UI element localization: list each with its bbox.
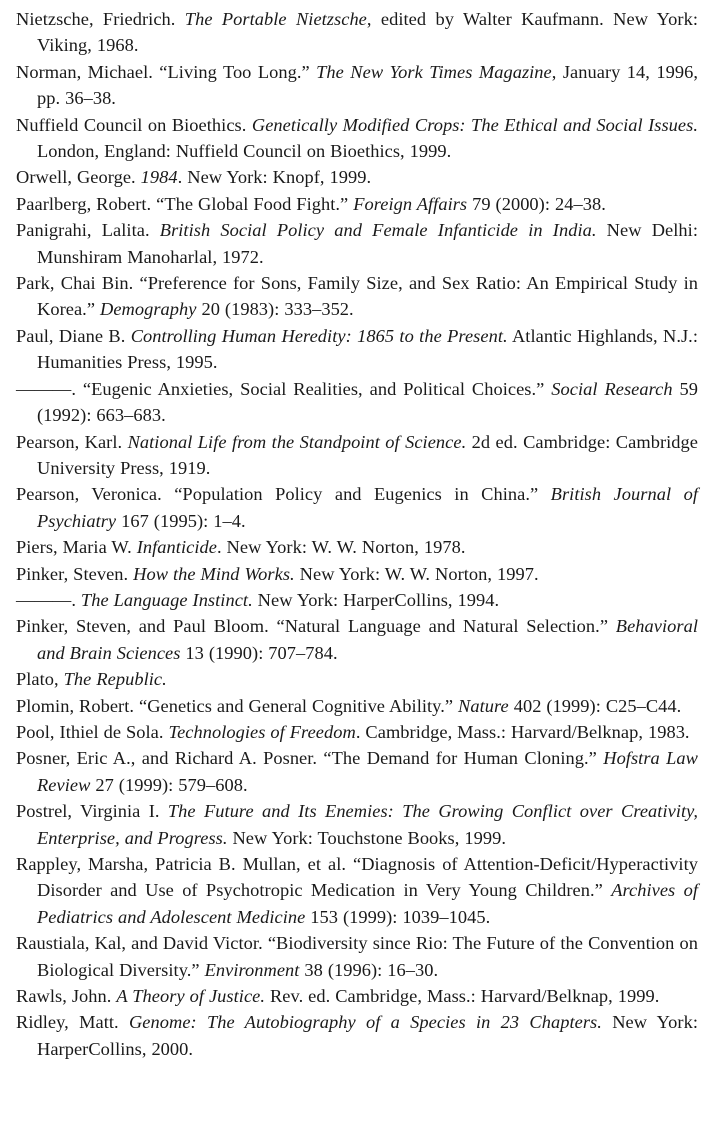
entry-title-italic: The Republic. [63, 669, 167, 690]
entry-text: , edited by Walter Kaufmann. New York: Viking, 1968. [37, 9, 698, 56]
entry-text: Rev. ed. Cambridge, Mass.: Harvard/Belknap, 1999. [265, 986, 660, 1007]
entry-text: Nietzsche, Friedrich. [16, 9, 185, 29]
entry-text: 38 (1996): 16–30. [299, 959, 439, 980]
entry-title-italic: Social Research [551, 378, 673, 399]
entry-title-italic: Genome: The Autobiography of a Species in 23 Chapters. [128, 1012, 602, 1033]
bibliography-list [16, 6, 698, 1062]
entry-text: . New York: W. W. Norton, 1978. [216, 537, 466, 558]
entry-title-italic: How the Mind Works. [133, 563, 295, 584]
entry-text: Piers, Maria W. [16, 537, 137, 558]
entry-title-italic: Demography [99, 299, 197, 320]
entry-title-italic: Environment [204, 959, 300, 980]
entry-title-italic: 1984 [140, 167, 178, 188]
entry-text: 153 (1999): 1039–1045. [305, 906, 491, 927]
entry-text: 13 (1990): 707–784. [180, 642, 338, 663]
bibliography-entry [16, 164, 698, 190]
entry-title-italic: Infanticide [136, 537, 217, 558]
bibliography-entry [16, 112, 698, 165]
entry-title-italic: Genetically Modified Crops: The Ethical and Social Issues. [251, 114, 698, 135]
bibliography-entry [16, 798, 698, 851]
entry-text: 167 (1995): 1–4. [116, 510, 246, 531]
entry-title-italic: Controlling Human Heredity: 1865 to the Present. [130, 325, 508, 346]
entry-text: Nuffield Council on Bioethics. [16, 114, 252, 135]
entry-text: Park, Chai Bin. “Preference for Sons, Family Size, and Sex Ratio: An Empirical Study in Korea.” [16, 273, 698, 320]
entry-text: Plomin, Robert. “Genetics and General Cognitive Ability.” [16, 695, 459, 716]
entry-text: . Cambridge, Mass.: Harvard/Belknap, 1983. [355, 721, 690, 742]
entry-text: Paul, Diane B. [16, 325, 131, 346]
entry-text: ———. [16, 589, 81, 610]
entry-title-italic: Hofstra Law Review [37, 748, 698, 795]
entry-text: London, England: Nuffield Council on Bioethics, 1999. [37, 141, 452, 162]
bibliography-entry [16, 719, 698, 745]
entry-text: Raustiala, Kal, and David Victor. “Biodiversity since Rio: The Future of the Convention on Biological Diversity.” [16, 933, 698, 980]
entry-title-italic: Technologies of Freedom [168, 721, 356, 742]
entry-text: Pearson, Veronica. “Population Policy and Eugenics in China.” [16, 484, 551, 505]
entry-title-italic: A Theory of Justice. [116, 986, 266, 1007]
entry-title-italic: The Future and Its Enemies: The Growing Conflict over Creativity, Enterprise, and Progress. [37, 801, 698, 848]
entry-text: 79 (2000): 24–38. [467, 193, 606, 214]
bibliography-entry [16, 983, 698, 1009]
entry-text: New York: Touchstone Books, 1999. [227, 827, 506, 848]
bibliography-entry [16, 534, 698, 560]
entry-title-italic: Foreign Affairs [353, 193, 468, 214]
bibliography-entry [16, 270, 698, 323]
entry-text: Pool, Ithiel de Sola. [16, 721, 169, 742]
entry-title-italic: British Social Policy and Female Infanticide in India. [159, 220, 597, 241]
entry-text: Postrel, Virginia I. [16, 801, 168, 822]
entry-title-italic: The New York Times Magazine [316, 61, 552, 82]
entry-text: . New York: Knopf, 1999. [177, 167, 372, 188]
entry-text: New York: HarperCollins, 2000. [37, 1012, 698, 1059]
bibliography-entry [16, 6, 698, 59]
entry-text: Norman, Michael. “Living Too Long.” [16, 61, 317, 82]
entry-title-italic: British Journal of Psychiatry [37, 484, 698, 531]
entry-text: Pinker, Steven, and Paul Bloom. “Natural Language and Natural Selection.” [16, 616, 616, 637]
entry-text: ———. “Eugenic Anxieties, Social Realities, and Political Choices.” [16, 378, 552, 399]
entry-text: Plato, [16, 669, 64, 690]
entry-text: Rappley, Marsha, Patricia B. Mullan, et al. “Diagnosis of Attention-Deficit/Hyperactivity Disorder and Use of Psychotropic Medication in Very Young Children.” [16, 854, 698, 901]
entry-text: Paarlberg, Robert. “The Global Food Fight.” [16, 193, 354, 214]
bibliography-entry [16, 561, 698, 587]
entry-title-italic: Behavioral and Brain Sciences [37, 616, 698, 663]
entry-text: Pearson, Karl. [16, 431, 128, 452]
bibliography-entry [16, 481, 698, 534]
entry-title-italic: Nature [458, 695, 509, 716]
entry-text: , January 14, 1996, pp. 36–38. [37, 61, 698, 109]
entry-text: 20 (1983): 333–352. [196, 299, 354, 320]
entry-text: Atlantic Highlands, N.J.: Humanities Press, 1995. [37, 325, 698, 373]
entry-title-italic: Archives of Pediatrics and Adolescent Medicine [37, 880, 698, 927]
entry-text: New York: W. W. Norton, 1997. [294, 563, 539, 584]
entry-text: Pinker, Steven. [16, 563, 134, 584]
entry-text: 27 (1999): 579–608. [90, 774, 248, 795]
bibliography-entry [16, 59, 698, 112]
bibliography-entry [16, 587, 698, 613]
entry-title-italic: National Life from the Standpoint of Science. [127, 431, 467, 452]
entry-text: New Delhi: Munshiram Manoharlal, 1972. [37, 220, 698, 267]
entry-text: Ridley, Matt. [16, 1012, 129, 1033]
bibliography-entry [16, 666, 698, 692]
entry-text: Panigrahi, Lalita. [16, 220, 160, 241]
entry-text: Rawls, John. [16, 986, 117, 1007]
bibliography-entry [16, 217, 698, 270]
bibliography-entry [16, 1009, 698, 1062]
entry-title-italic: The Portable Nietzsche [184, 9, 367, 29]
entry-text: 59 (1992): 663–683. [37, 378, 698, 426]
entry-text: New York: HarperCollins, 1994. [252, 589, 500, 610]
bibliography-entry [16, 323, 698, 376]
bibliography-entry [16, 376, 698, 429]
bibliography-entry [16, 613, 698, 666]
bibliography-entry [16, 745, 698, 798]
entry-text: 402 (1999): C25–C44. [508, 695, 682, 716]
bibliography-entry [16, 429, 698, 482]
bibliography-entry [16, 693, 698, 719]
entry-text: Orwell, George. [16, 167, 141, 188]
bibliography-entry [16, 851, 698, 930]
bibliography-entry [16, 191, 698, 217]
entry-title-italic: The Language Instinct. [80, 589, 253, 610]
entry-text: 2d ed. Cambridge: Cambridge University Press, 1919. [37, 431, 698, 478]
bibliography-entry [16, 930, 698, 983]
entry-text: Posner, Eric A., and Richard A. Posner. “The Demand for Human Cloning.” [16, 748, 604, 769]
